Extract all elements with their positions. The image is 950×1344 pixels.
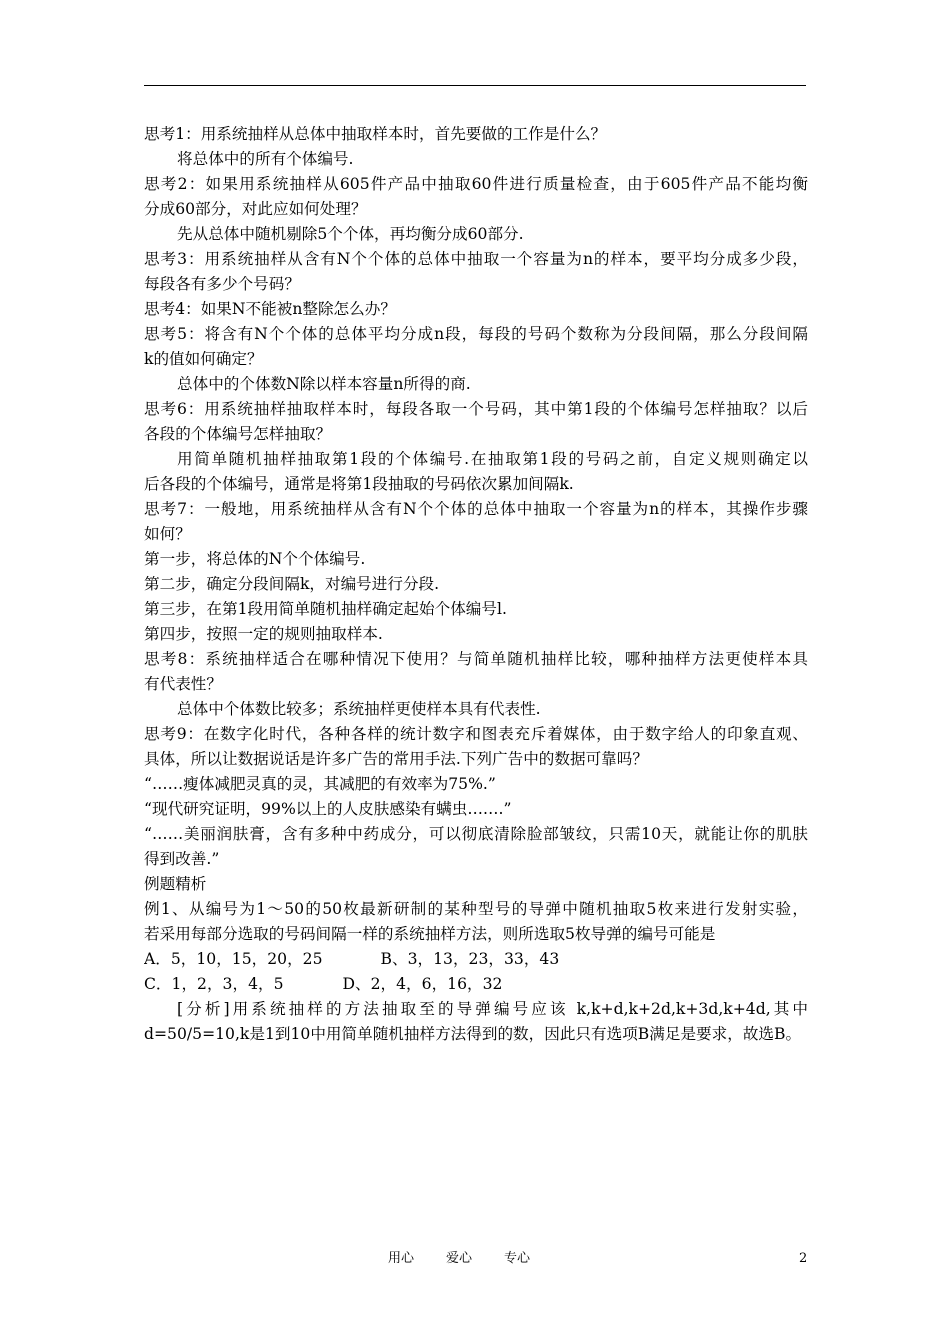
text-line: 思考5：将含有N个个体的总体平均分成n段，每段的号码个数称为分段间隔，那么分段间隔 [144, 325, 808, 343]
text-line: 思考3：用系统抽样从含有N个个体的总体中抽取一个容量为n的样本，要平均分成多少段， [144, 250, 808, 268]
text-line: 思考8：系统抽样适合在哪种情况下使用？与简单随机抽样比较，哪种抽样方法更使样本具 [144, 650, 808, 668]
text-line: “……美丽润肤膏，含有多种中药成分，可以彻底清除脸部皱纹，只需10天，就能让你的肌肤 [144, 825, 808, 843]
page-footer [0, 1248, 950, 1270]
option-b: B、3，13，23，33，43 [380, 950, 560, 968]
text-line: 思考9：在数字化时代，各种各样的统计数字和图表充斥着媒体，由于数字给人的印象直观、 [144, 725, 808, 743]
text-line: 思考4：如果N不能被n整除怎么办？ [144, 300, 396, 318]
text-line: 如何？ [144, 525, 191, 543]
text-line: “现代研究证明，99%以上的人皮肤感染有螨虫…….” [144, 800, 512, 818]
analysis-text [144, 997, 808, 1047]
body-text [144, 122, 808, 947]
option-c: C．1，2，3，4，5 [144, 975, 284, 993]
text-line: 每段各有多少个号码？ [144, 275, 300, 293]
text-line: 得到改善.” [144, 850, 220, 868]
text-line: 将总体中的所有个体编号. [177, 150, 354, 168]
text-line: 总体中的个体数N除以样本容量n所得的商. [177, 375, 471, 393]
option-d: D、2，4，6，16，32 [342, 975, 503, 993]
motto-word: 专心 [504, 1251, 531, 1266]
text-line: 后各段的个体编号，通常是将第1段抽取的号码依次累加间隔k. [144, 475, 574, 493]
text-line: 先从总体中随机剔除5个个体，再均衡分成60部分. [177, 225, 524, 243]
text-line: 思考1：用系统抽样从总体中抽取样本时，首先要做的工作是什么？ [144, 125, 607, 143]
answer-options [144, 947, 808, 997]
text-line: 若采用每部分选取的号码间隔一样的系统抽样方法，则所选取5枚导弹的编号可能是 [144, 925, 716, 943]
text-line: 例题精析 [144, 875, 207, 893]
text-line: 用简单随机抽样抽取第1段的个体编号.在抽取第1段的号码之前，自定义规则确定以 [177, 450, 808, 468]
text-line: 具体，所以让数据说话是许多广告的常用手法.下列广告中的数据可靠吗？ [144, 750, 648, 768]
text-line: 思考6：用系统抽样抽取样本时，每段各取一个号码，其中第1段的个体编号怎样抽取？以后 [144, 400, 808, 418]
text-line: 有代表性？ [144, 675, 222, 693]
option-row [144, 972, 808, 997]
text-line: 第一步，将总体的N个个体编号. [144, 550, 366, 568]
text-line: k的值如何确定？ [144, 350, 263, 368]
header-rule [144, 85, 806, 86]
page-number: 2 [799, 1251, 808, 1266]
text-line: 第四步，按照一定的规则抽取样本. [144, 625, 383, 643]
text-line: 各段的个体编号怎样抽取？ [144, 425, 332, 443]
motto-word: 爱心 [446, 1251, 473, 1266]
text-line: 第三步，在第1段用简单随机抽样确定起始个体编号l. [144, 600, 507, 618]
footer-motto [388, 1248, 562, 1270]
text-line: 总体中个体数比较多；系统抽样更使样本具有代表性. [177, 700, 541, 718]
motto-word: 用心 [388, 1251, 415, 1266]
option-row [144, 947, 808, 972]
text-line: 第二步，确定分段间隔k，对编号进行分段. [144, 575, 440, 593]
text-line: 思考2：如果用系统抽样从605件产品中抽取60件进行质量检查，由于605件产品不能均衡 [144, 175, 808, 193]
text-line: “……瘦体减肥灵真的灵，其减肥的有效率为75%.” [144, 775, 496, 793]
text-line: [分析]用系统抽样的方法抽取至的导弹编号应该 k,k+d,k+2d,k+3d,k+4d,其中 [177, 1000, 808, 1018]
text-line: 思考7：一般地，用系统抽样从含有N个个体的总体中抽取一个容量为n的样本，其操作步骤 [144, 500, 808, 518]
text-line: 分成60部分，对此应如何处理？ [144, 200, 367, 218]
page-body [144, 122, 808, 1047]
text-line: 例1、从编号为1～50的50枚最新研制的某种型号的导弹中随机抽取5枚来进行发射实验， [144, 900, 808, 918]
option-a: A．5，10，15，20，25 [144, 950, 323, 968]
text-line: d=50/5=10,k是1到10中用简单随机抽样方法得到的数，因此只有选项B满足是要求，故选B。 [144, 1025, 802, 1043]
